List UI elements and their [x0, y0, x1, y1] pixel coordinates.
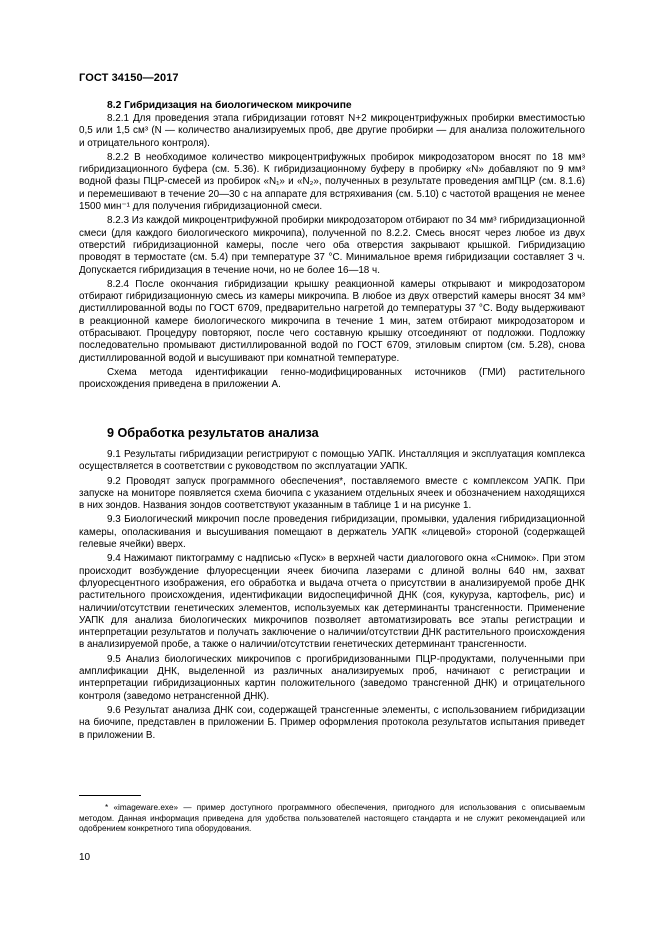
paragraph-9-3: 9.3 Биологический микрочип после проведения гибридизации, промывки, удаления гибридизационной камеры, ополаскивания и высушивания помещают в держатель УАПК «лицевой» стороной (содержащей гелевые ячейки) вверх.	[79, 514, 585, 551]
section-9-body	[79, 449, 585, 744]
paragraph-scheme: Схема метода идентификации генно-модифицированных источников (ГМИ) растительного происхождения приведена в приложении А.	[79, 366, 585, 391]
paragraph-9-1: 9.1 Результаты гибридизации регистрируют с помощью УАПК. Инсталляция и эксплуатация комплекса осуществляется в соответствии с руководством по эксплуатации УАПК.	[79, 449, 585, 473]
document-header: ГОСТ 34150—2017	[79, 72, 179, 84]
paragraph-8-2-2: 8.2.2 В необходимое количество микроцентрифужных пробирок микродозатором вносят по 18 мм³ гибридизационного буфера (см. 5.36). К гибридизационному буферу в пробирку «N» добавляют по 9 мм³ водной фазы ПЦР-смесей из пробирок «N₁» и «N₂», полученных в результате проведения амПЦР (см. 8.1.6) и перемешивают в течение 20—30 с на аппарате для встряхивания (см. 5.10) с частотой вращения не менее 1500 мин⁻¹ для получения гибридизационной смеси.	[79, 151, 585, 213]
paragraph-9-6: 9.6 Результат анализа ДНК сои, содержащей трансгенные элементы, с использованием гибридизации на биочипе, представлен в приложении Б. Пример оформления протокола результатов испытания приведет в приложении В.	[79, 704, 585, 741]
paragraph-8-2-1: 8.2.1 Для проведения этапа гибридизации готовят N+2 микроцентрифужных пробирки вместимостью 0,5 или 1,5 см³ (N — количество анализируемых проб, две другие пробирки — для анализа положительного и отрицательного контроля).	[79, 113, 585, 149]
paragraph-9-4: 9.4 Нажимают пиктограмму с надписью «Пуск» в верхней части диалогового окна «Снимок». При этом происходит возбуждение флуоресценции ячеек биочипа лазерами с длиной волны 640 нм, захват флуоресцентного изображения, его обработка и выдача отчета о присутствии в анализируемой пробе ДНК растительного происхождения, идентификации видоспецифичной ДНК (соя, кукуруза, картофель, рис) и наличии/отсутствии генетических элементов, используемых как детерминанты трансгенности. Применение УАПК для анализа биологических микрочипов позволяет автоматизировать все этапы регистрации и интерпретации результатов и получать заключение о наличии/отсутствии ДНК растительного происхождения в анализируемой пробе, а также о наличии/отсутствии генетических детерминант трансгенности.	[79, 553, 585, 651]
paragraph-8-2-4: 8.2.4 После окончания гибридизации крышку реакционной камеры открывают и микродозатором отбирают гибридизационную смесь из камеры микрочипа. В любое из двух отверстий камеры вносят 34 мм³ дистиллированной воды по ГОСТ 6709, предварительно нагретой до температуры 37 °С. Воду выдерживают в реакционной камере биологического микрочипа в течение 1 мин, затем отбирают микродозатором и отбрасывают. Процедуру повторяют, после чего составную крышку отсоединяют от подложки. Подложку последовательно промывают дистиллированной водой по ГОСТ 6709, этиловым спиртом (см. 5.28), снова дистиллированной водой и высушивают при комнатной температуре.	[79, 278, 585, 364]
paragraph-9-2: 9.2 Проводят запуск программного обеспечения*, поставляемого вместе с комплексом УАПК. При запуске на мониторе появляется схема биочипа с указанием отдельных ячеек и обозначением находящихся в них зондов. Названия зондов соответствуют указанным в таблице 1 и на рисунке 1.	[79, 475, 585, 512]
page-number: 10	[79, 852, 91, 863]
footnote	[79, 803, 585, 835]
footnote-separator	[79, 795, 141, 796]
paragraph-8-2-3: 8.2.3 Из каждой микроцентрифужной пробирки микродозатором отбирают по 34 мм³ гибридизационной смеси (для каждого биологического микрочипа), полученной по 8.2.2. Смесь вносят через любое из двух отверстий гибридизационной камеры, после чего оба отверстия закрывают крышкой. Гибридизацию проводят в термостате (см. 5.4) при температуре 37 °С. Минимальное время гибридизации составляет 3 ч. Допускается гибридизация в течение ночи, но не более 16—18 ч.	[79, 215, 585, 276]
section-8-2-heading: 8.2 Гибридизация на биологическом микрочипе	[107, 100, 352, 111]
section-9-heading: 9 Обработка результатов анализа	[107, 426, 319, 440]
paragraph-9-5: 9.5 Анализ биологических микрочипов с прогибридизованными ПЦР-продуктами, полученными при амплификации ДНК, выделенной из различных анализируемых проб, начинают с регистрации и интерпретации гибридизационных картин положительного (заведомо трансгенной ДНК) и отрицательного контроля (заведомо нетрансгенной ДНК).	[79, 653, 585, 702]
section-8-2-body	[79, 113, 585, 394]
footnote-text: * «imageware.exe» — пример доступного программного обеспечения, пригодного для использования с описываемым методом. Данная информация приведена для удобства пользователей настоящего стандарта и не служит рекомендацией или одобрением конкретного типа оборудования.	[79, 803, 585, 834]
